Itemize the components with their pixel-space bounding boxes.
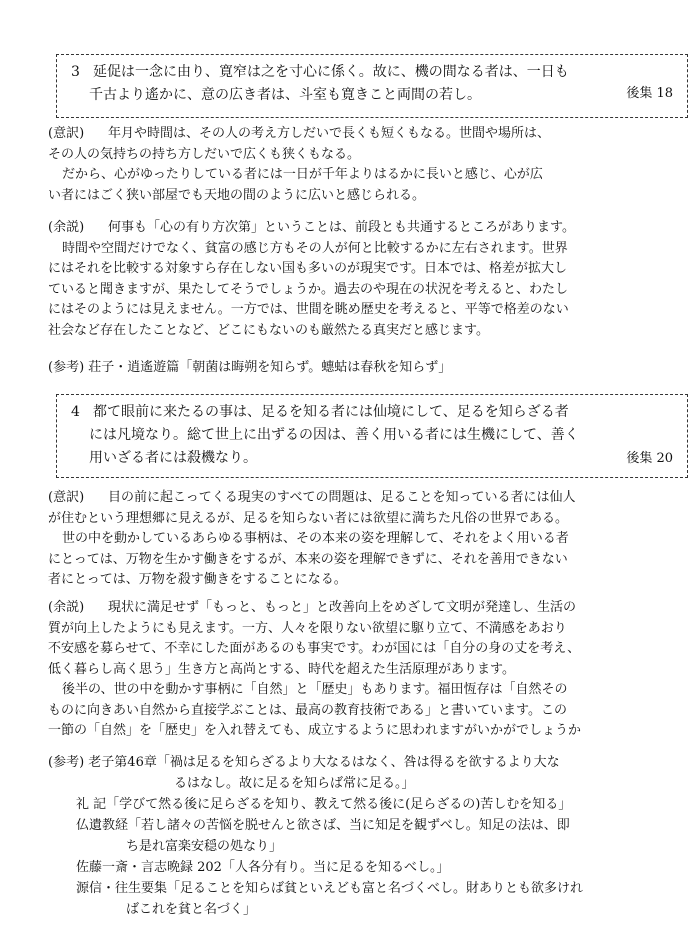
reference-sato: 佐藤一斎・言志晩録 202「人各分有り。当に足るを知るべし。」: [76, 860, 450, 875]
entry-4-translation: (意訳) 目の前に起こってくる現実のすべての問題は、足ることを知っている者には仙人 が住むという理想郷に見えるが、足るを知らない者には欲望に満ちた凡俗の世界である。 世の中を動かしているあらゆる事柄は、その本来の姿を理解して、それをよく用いる者 にとっては、万物を生かす働きをするが、本来の姿を理解できずに、それを善用できない 者にとっては、万物を殺す働きをすることになる。: [48, 490, 576, 587]
section-label: (意訳): [48, 490, 85, 505]
section-label: (参考): [48, 360, 85, 375]
section-label: (意訳): [48, 126, 85, 141]
entry-3-translation: (意訳) 年月や時間は、その人の考え方しだいで長くも短くもなる。世間や場所は、 その人の気持ちの持ち方しだいで広くも狭くもなる。 だから、心がゆったりしている者には一日が千年よりはるかに長いと感じ、心が広 い者にはごく狭い部屋でも天地の間のように広いと感じられる。: [48, 126, 551, 203]
reference-laozi: (参考) 老子第46章「禍は足るを知らざるより大なるはなく、咎は得るを欲するより大な: [48, 755, 560, 770]
entry-3-comment: (余説) 何事も「心の有り方次第」ということは、前段とも共通するところがあります。 時間や空間だけでなく、貧富の感じ方もその人が何と比較するかに左右されます。世界 にはそれを比較する対象すら存在しない国も多いのが現実です。日本では、格差が拡大し ていると聞きますが、果たしてそうでしょうか。過去のや現在の状況を考えると、わたし にはそのようには見えません。一方では、世間を眺め歴史を考えると、平等で格差のない 社会など存在したことなど、どこにもないのも厳然たる真実だと感じます。: [48, 220, 575, 338]
entry-3-source: 後集 18: [626, 86, 673, 101]
entry-4-source: 後集 20: [626, 451, 673, 466]
section-label: (余説): [48, 220, 85, 235]
entry-3-line-1: 3 延促は一念に由り、寛窄は之を寸心に係く。故に、機の間なる者は、一日も: [71, 61, 675, 84]
entry-number: 3: [71, 64, 80, 80]
section-label: (参考): [48, 755, 85, 770]
entry-4-comment: (余説) 現状に満足せず「もっと、もっと」と改善向上をめざして文明が発達し、生活の 質が向上したようにも見えます。一方、人々を限りない欲望に駆り立て、不満感をあおり 不安感を募らせて、不幸にした面があるのも事実です。わが国には「自分の身の丈を考え、 低く暮らし高く思う」生き方と高尚とする、時代を超えた生活原理があります。 後半の、世の中を動かす事柄に「自然」と「歴史」もあります。福田恆存は「自然その ものに向きあい自然から直接学ぶことは、最高の教育技術である」と書いています。この 一節の「自然」を「歴史」を入れ替えても、成立するように思われますがいかがでしょうか: [48, 600, 582, 738]
entry-4-line-3: 用いざる者には殺機なり。: [89, 450, 257, 466]
entry-4-line-1: 4 都て眼前に来たるの事は、足るを知る者には仙境にして、足るを知らざる者: [71, 401, 675, 424]
reference-yijiao: 仏遺教経「若し諸々の苦悩を脱せんと欲さば、当に知足を観ずべし。知足の法は、即: [76, 818, 570, 833]
entry-number: 4: [71, 404, 80, 420]
entry-4-box: [56, 394, 688, 478]
reference-liji: 礼 記「学びて然る後に足らざるを知り、教えて然る後に(足らざるの)苦しむを知る」: [76, 797, 572, 812]
entry-3-box: [56, 54, 688, 118]
entry-4-references: (参考) 老子第46章「禍は足るを知らざるより大なるはなく、咎は得るを欲するより大な るはなし。故に足るを知らば常に足る。」 礼 記「学びて然る後に足らざるを知り、教えて然る後に(足らざるの)苦しむを知る」 仏遺教経「若し諸々の苦悩を脱せんと欲さば、当に知足を観ずべし。知足の法は、即 ち是れ富楽安穏の処なり」 佐藤一斎・言志晩録 202「人各分有り。当に足るを知るべし。」 源信・往生要集「足ることを知らば貧といえども富と名づくべし。財ありとも欲多けれ ばこれを貧と名づく」: [48, 752, 688, 920]
reference-genshin: 源信・往生要集「足ることを知らば貧といえども富と名づくべし。財ありとも欲多けれ: [76, 881, 584, 896]
entry-4-line-2: には凡境なり。総て世上に出ずるの因は、善く用いる者には生機にして、善く: [89, 427, 579, 443]
entry-3-reference: (参考) 荘子・逍遙遊篇「朝菌は晦朔を知らず。蟪蛄は春秋を知らず」: [48, 360, 452, 375]
section-label: (余説): [48, 600, 85, 615]
entry-3-line-2: 千古より遙かに、意の広き者は、斗室も寛きこと両間の若し。: [89, 87, 481, 103]
